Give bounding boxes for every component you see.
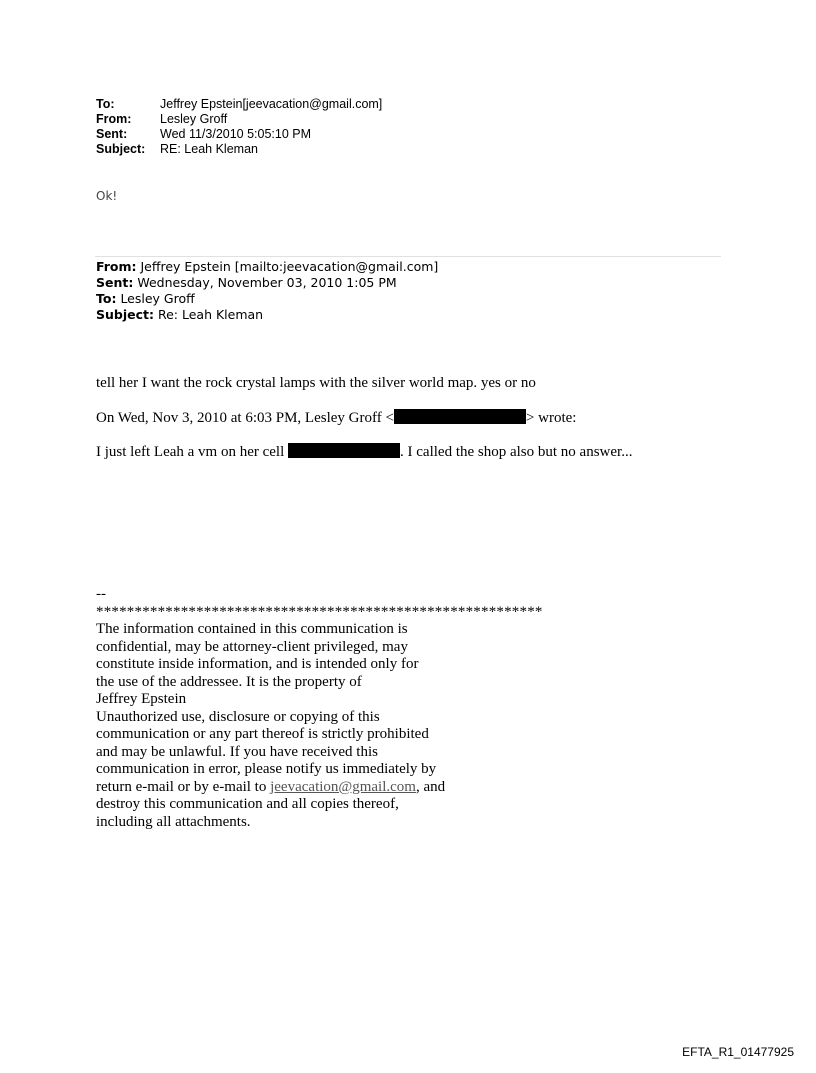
fwd-subject-label: Subject: [96, 307, 154, 322]
sig-line: Jeffrey Epstein [96, 691, 187, 707]
document-id: EFTA_R1_01477925 [682, 1045, 794, 1059]
email-link[interactable]: jeevacation@gmail.com [270, 778, 416, 795]
sig-line: communication or any part thereof is strictly prohibited [96, 726, 429, 742]
fwd-sent-row [96, 275, 438, 291]
reply-body: Ok! [96, 189, 118, 203]
fwd-from-value: Jeffrey Epstein [mailto:jeevacation@gmail.com] [140, 259, 439, 274]
sig-line: The information contained in this communication is [96, 621, 408, 637]
from-value: Lesley Groff [160, 112, 228, 126]
sig-return-suffix: , and [415, 778, 446, 795]
to-label: To: [96, 97, 115, 111]
subject-label: Subject: [96, 142, 146, 156]
sig-stars: ********************************************************** [96, 603, 543, 620]
message-line: tell her I want the rock crystal lamps with the silver world map. yes or no [96, 375, 536, 391]
redaction-block [394, 409, 526, 424]
sig-line: communication in error, please notify us immediately by [96, 761, 437, 777]
from-label: From: [96, 112, 132, 126]
sent-row [96, 127, 382, 142]
sig-line: confidential, may be attorney-client privileged, may [96, 638, 408, 655]
sig-line: and may be unlawful. If you have received this [96, 743, 378, 760]
confidentiality-signature [96, 586, 543, 831]
fwd-from-label: From: [96, 259, 137, 274]
fwd-to-label: To: [96, 291, 117, 306]
sig-line: constitute inside information, and is intended only for [96, 656, 419, 672]
sent-value: Wed 11/3/2010 5:05:10 PM [160, 127, 312, 141]
to-row [96, 97, 382, 112]
divider [95, 256, 721, 257]
fwd-to-value: Lesley Groff [120, 291, 195, 306]
sig-line: Unauthorized use, disclosure or copying of this [96, 708, 380, 725]
redaction-block [288, 443, 400, 458]
sig-dashes: -- [96, 586, 106, 602]
email-header [96, 97, 382, 157]
fwd-sent-label: Sent: [96, 275, 134, 290]
quoted-prefix: I just left Leah a vm on her cell [96, 444, 285, 460]
sent-label: Sent: [96, 127, 128, 141]
fwd-sent-value: Wednesday, November 03, 2010 1:05 PM [137, 275, 397, 290]
subject-value: RE: Leah Kleman [160, 142, 258, 156]
quoted-message [96, 443, 632, 461]
sig-return-line [96, 779, 543, 797]
fwd-subject-value: Re: Leah Kleman [157, 307, 264, 322]
to-value: Jeffrey Epstein[jeevacation@gmail.com] [160, 97, 383, 111]
fwd-to-row [96, 291, 438, 307]
fwd-from-row [96, 259, 438, 275]
sig-line: destroy this communication and all copies thereof, [96, 796, 399, 812]
sig-return-prefix: return e-mail or by e-mail to [96, 778, 271, 795]
forwarded-header [96, 259, 438, 323]
subject-row [96, 142, 382, 157]
quote-prefix: On Wed, Nov 3, 2010 at 6:03 PM, Lesley Groff < [96, 410, 394, 426]
fwd-subject-row [96, 307, 438, 323]
quoted-suffix: . I called the shop also but no answer... [400, 444, 633, 460]
from-row [96, 112, 382, 127]
quote-attribution [96, 409, 576, 427]
sig-line: including all attachments. [96, 813, 251, 830]
quote-suffix: > wrote: [525, 410, 577, 426]
sig-line: the use of the addressee. It is the property of [96, 673, 362, 690]
